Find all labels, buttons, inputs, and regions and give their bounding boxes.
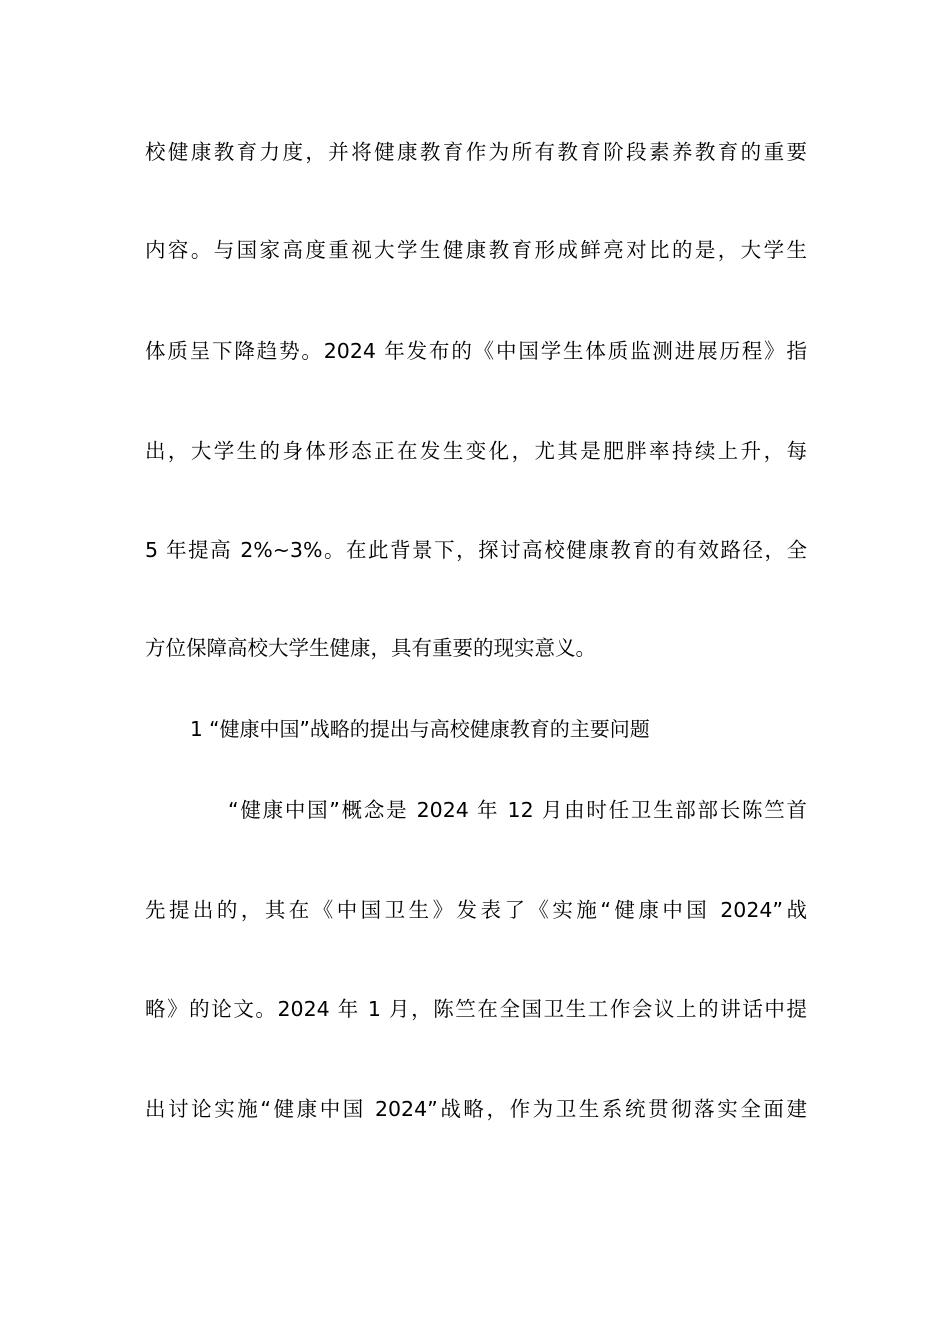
paragraph-1-line-4: 出，大学生的身体形态正在发生变化，尤其是肥胖率持续上升，每 <box>145 439 807 463</box>
paragraph-2-line-1: “健康中国”概念是 2024 年 12 月由时任卫生部部长陈竺首 <box>228 798 807 822</box>
paragraph-2-line-3: 略》的论文。2024 年 1 月，陈竺在全国卫生工作会议上的讲话中提 <box>145 997 807 1021</box>
section-heading: 1 “健康中国”战略的提出与高校健康教育的主要问题 <box>190 717 650 741</box>
paragraph-1-line-1: 校健康教育力度，并将健康教育作为所有教育阶段素养教育的重要 <box>145 140 807 164</box>
paragraph-1-line-3: 体质呈下降趋势。2024 年发布的《中国学生体质监测进展历程》指 <box>145 339 807 363</box>
paragraph-1-line-2: 内容。与国家高度重视大学生健康教育形成鲜亮对比的是，大学生 <box>145 238 807 262</box>
paragraph-2-line-4: 出讨论实施“健康中国 2024”战略，作为卫生系统贯彻落实全面建 <box>145 1097 807 1121</box>
paragraph-1-line-6: 方位保障高校大学生健康，具有重要的现实意义。 <box>145 636 596 660</box>
paragraph-2-line-2: 先提出的，其在《中国卫生》发表了《实施“健康中国 2024”战 <box>145 898 807 922</box>
paragraph-1-line-5: 5 年提高 2%~3%。在此背景下，探讨高校健康教育的有效路径，全 <box>145 538 807 562</box>
